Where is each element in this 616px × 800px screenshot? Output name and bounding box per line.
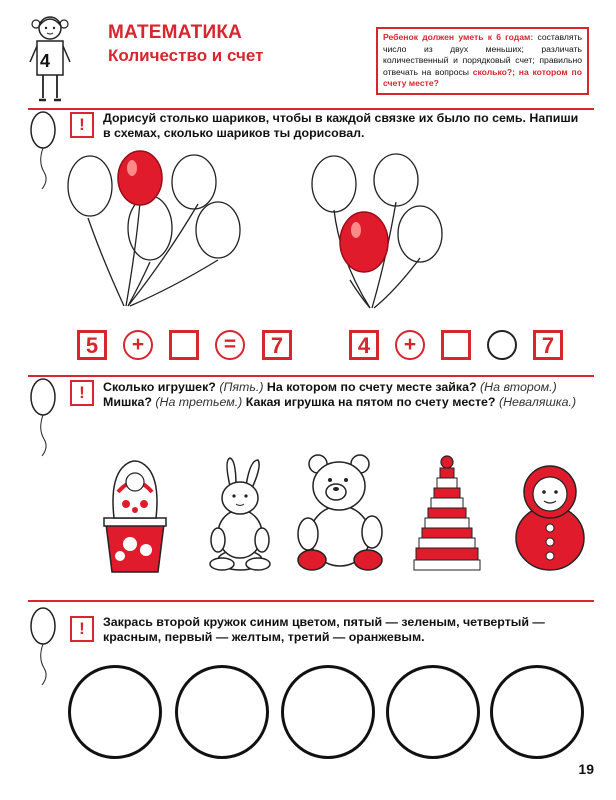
page-subtitle: Количество и счет xyxy=(108,46,264,65)
coloring-circle-5[interactable] xyxy=(490,665,584,759)
coloring-circle-1[interactable] xyxy=(68,665,162,759)
balloon-marker-icon xyxy=(28,606,58,686)
task2-text xyxy=(103,380,588,410)
scheme2-answer-box[interactable] xyxy=(441,330,471,360)
scheme2-result: 7 xyxy=(533,330,563,360)
scheme1-equals: = xyxy=(215,330,245,360)
task2-answer-bunny: (На втором.) xyxy=(480,380,557,394)
task1-mark: ! xyxy=(70,112,94,138)
mascot-number: 4 xyxy=(40,51,51,71)
matryoshka-icon xyxy=(92,452,178,578)
scheme1-answer-box[interactable] xyxy=(169,330,199,360)
divider-task3 xyxy=(28,600,594,602)
roly-poly-icon xyxy=(512,462,588,574)
task3-mark: ! xyxy=(70,616,94,642)
skills-note-text: составлять число из двух меньших; различать количественный и порядковый счет; правильно отвечать на вопросы xyxy=(383,32,582,77)
skills-note xyxy=(376,27,589,95)
coloring-circle-3[interactable] xyxy=(281,665,375,759)
page-number: 19 xyxy=(578,761,594,777)
scheme2-sign-circle[interactable] xyxy=(487,330,517,360)
task2-question-count: Сколько игрушек? xyxy=(103,380,216,394)
task2-question-fifth: Какая игрушка на пятом по счету месте? xyxy=(245,395,496,409)
task2-answer-bear: (На третьем.) xyxy=(155,395,243,409)
scheme1-result: 7 xyxy=(262,330,292,360)
skills-note-questions: сколько?; на котором по счету месте? xyxy=(383,66,582,88)
coloring-circle-2[interactable] xyxy=(175,665,269,759)
scheme1-addend: 5 xyxy=(77,330,107,360)
task2-question-bunny: На котором по счету месте зайка? xyxy=(266,380,477,394)
task2-mark: ! xyxy=(70,380,94,406)
task2-answer-count: (Пять.) xyxy=(219,380,264,394)
balloon-bunch-left-icon xyxy=(62,148,252,310)
scheme2-plus: + xyxy=(395,330,425,360)
task3-text: Закрась второй кружок синим цветом, пятый — зеленым, четвертый — красным, первый — желтым, третий — оранжевым. xyxy=(103,615,545,644)
pyramid-toy-icon xyxy=(412,454,482,578)
coloring-circle-4[interactable] xyxy=(386,665,480,759)
task2-question-bear: Мишка? xyxy=(103,395,152,409)
scheme2-addend: 4 xyxy=(349,330,379,360)
divider-task2 xyxy=(28,375,594,377)
task1-text: Дорисуй столько шариков, чтобы в каждой связке их было по семь. Напиши в схемах, сколько шариков ты дорисовал. xyxy=(103,111,579,140)
balloon-marker-icon xyxy=(28,377,58,457)
divider-task1 xyxy=(28,108,594,110)
bunny-icon xyxy=(200,456,280,576)
balloon-marker-icon xyxy=(28,110,58,190)
teddy-bear-icon xyxy=(288,452,388,576)
scheme1-plus: + xyxy=(123,330,153,360)
page-title: МАТЕМАТИКА xyxy=(108,22,243,43)
task2-answer-fifth: (Неваляшка.) xyxy=(498,395,577,409)
skills-note-lead: Ребенок должен уметь к 6 годам: xyxy=(383,32,534,42)
balloon-bunch-right-icon xyxy=(290,150,460,312)
